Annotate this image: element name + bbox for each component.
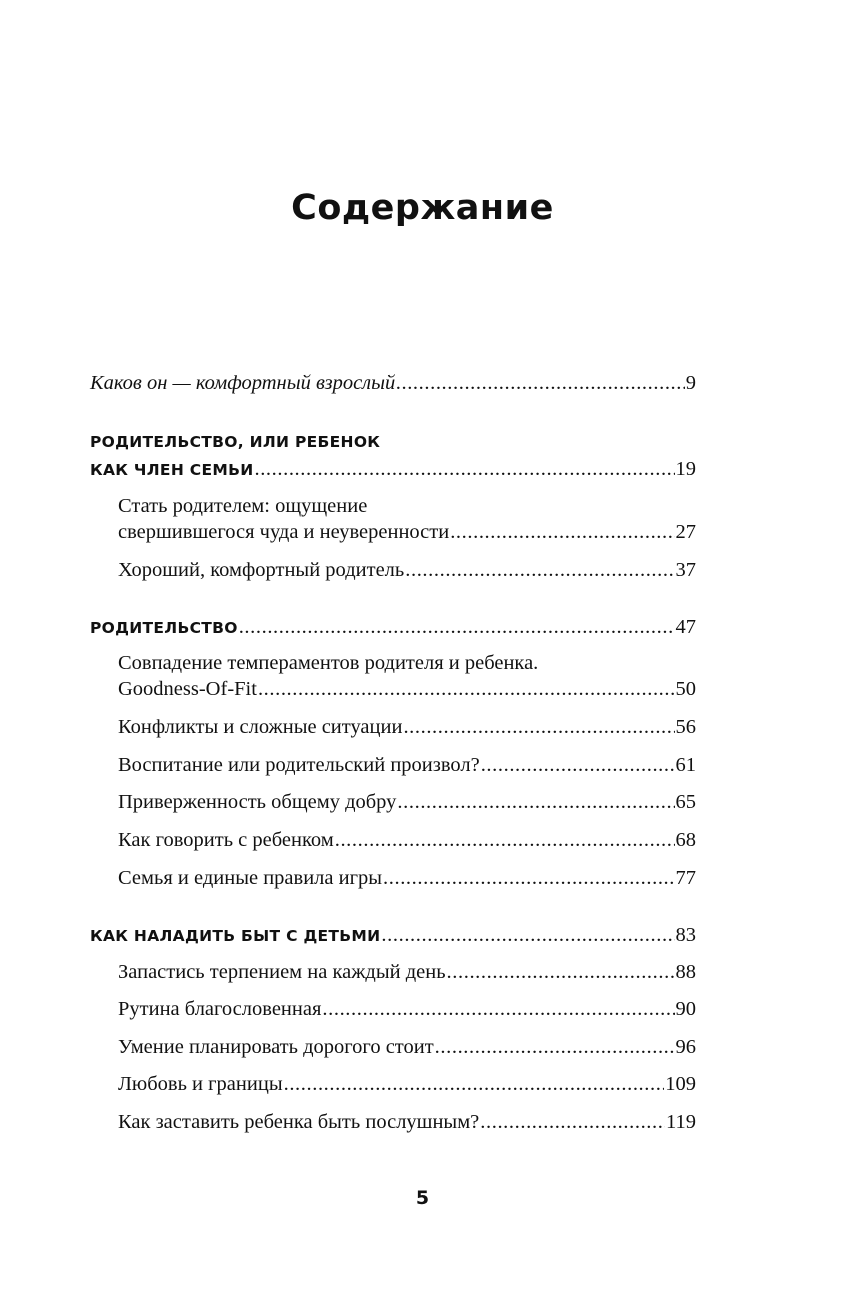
leader-dots	[383, 865, 674, 891]
toc-entry[interactable]	[118, 1034, 696, 1060]
leader-dots	[254, 456, 674, 482]
leader-dots	[405, 557, 674, 583]
leader-dots	[447, 959, 675, 985]
toc-entry-title: Как говорить с ребенком	[118, 829, 334, 851]
toc-entry-title: Как заставить ребенка быть послушным?	[118, 1111, 480, 1133]
toc-entry[interactable]	[118, 865, 696, 891]
leader-dots	[450, 519, 674, 545]
toc-entry-title: Конфликты и сложные ситуации	[118, 716, 403, 738]
toc-page-number: 83	[675, 924, 696, 946]
toc-section-title: КАК НАЛАДИТЬ БЫТ С ДЕТЬМИ	[90, 927, 381, 945]
toc-page-number: 90	[675, 998, 696, 1020]
toc-entry-intro[interactable]	[90, 370, 696, 396]
toc-entry[interactable]	[118, 752, 696, 778]
toc-section-title: РОДИТЕЛЬСТВО	[90, 619, 238, 637]
leader-dots	[396, 370, 685, 396]
toc-entry[interactable]	[118, 959, 696, 985]
leader-dots	[481, 752, 675, 778]
toc-page-number: 27	[675, 521, 696, 543]
toc-section-title[interactable]: РОДИТЕЛЬСТВО, ИЛИ РЕБЕНОК	[90, 433, 381, 451]
leader-dots	[480, 1109, 665, 1135]
toc-page-number: 9	[685, 372, 696, 394]
toc-page-number: 37	[675, 559, 696, 581]
toc-section-parenthood[interactable]	[90, 614, 696, 640]
leader-dots	[335, 827, 675, 853]
toc-entry-title: Умение планировать дорогого стоит	[118, 1036, 434, 1058]
toc-entry[interactable]	[118, 676, 696, 702]
toc-entry-title: Воспитание или родительский произвол?	[118, 754, 480, 776]
toc-page-number: 61	[675, 754, 696, 776]
toc-entry[interactable]	[118, 996, 696, 1022]
toc-entry[interactable]	[118, 714, 696, 740]
toc-page-number: 77	[675, 867, 696, 889]
toc-page-number: 96	[675, 1036, 696, 1058]
toc-page-number: 47	[675, 616, 696, 638]
toc-entry-title: Приверженность общему добру	[118, 791, 397, 813]
leader-dots	[239, 614, 675, 640]
leader-dots	[381, 922, 674, 948]
leader-dots	[397, 789, 674, 815]
leader-dots	[284, 1071, 665, 1097]
toc-page-number: 56	[675, 716, 696, 738]
toc-entry[interactable]	[118, 1109, 696, 1135]
toc-entry-title: Семья и единые правила игры	[118, 867, 383, 889]
toc-section-title: КАК ЧЛЕН СЕМЬИ	[90, 461, 254, 479]
toc-entry-title: Хороший, комфортный родитель	[118, 559, 405, 581]
toc-entry[interactable]	[118, 827, 696, 853]
toc-entry-title: Запастись терпением на каждый день	[118, 961, 446, 983]
toc-entry-title[interactable]: Стать родителем: ощущение	[118, 495, 368, 517]
toc-entry[interactable]	[118, 519, 696, 545]
toc-entry-title[interactable]: Совпадение темпераментов родителя и ребенка.	[118, 652, 539, 674]
leader-dots	[322, 996, 674, 1022]
toc-page-number: 109	[665, 1073, 696, 1095]
toc-page-number: 50	[675, 678, 696, 700]
toc-entry-title: Любовь и границы	[118, 1073, 283, 1095]
toc-entry[interactable]	[118, 557, 696, 583]
toc-entry-title: Goodness-Of-Fit	[118, 678, 257, 700]
toc-page-number: 119	[666, 1111, 696, 1133]
page-number: 5	[415, 1187, 430, 1209]
toc-section-parenthood-family[interactable]	[90, 456, 696, 482]
toc-entry[interactable]	[118, 1071, 696, 1097]
toc-page-number: 68	[675, 829, 696, 851]
toc-page-number: 65	[675, 791, 696, 813]
leader-dots	[435, 1034, 675, 1060]
toc-section-household[interactable]	[90, 922, 696, 948]
leader-dots	[258, 676, 675, 702]
page-title: Содержание	[291, 188, 554, 228]
toc-entry-title: Рутина благословенная	[118, 998, 322, 1020]
toc-page-number: 88	[675, 961, 696, 983]
toc-entry[interactable]	[118, 789, 696, 815]
toc-entry-title: Каков он — комфортный взрослый	[90, 372, 396, 394]
leader-dots	[403, 714, 674, 740]
toc-page-number: 19	[675, 458, 696, 480]
toc-entry-title: свершившегося чуда и неуверенности	[118, 521, 450, 543]
